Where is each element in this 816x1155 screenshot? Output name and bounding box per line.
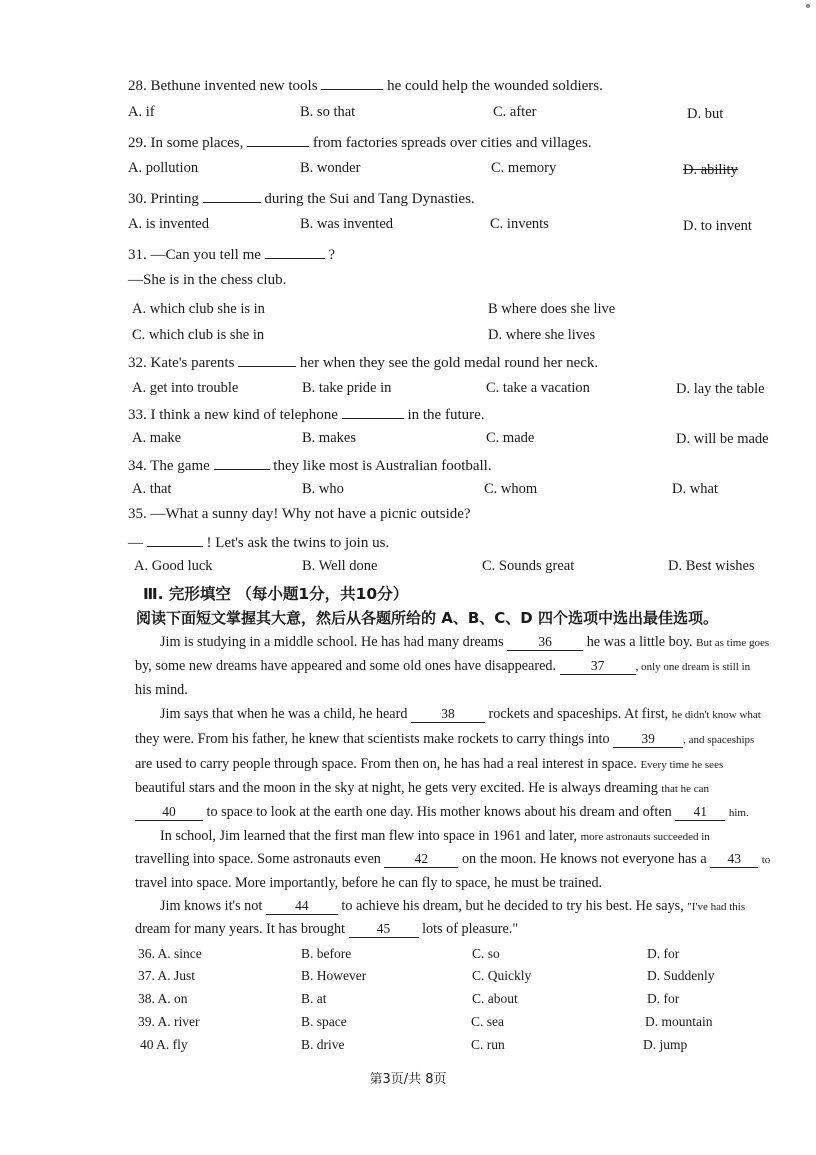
question-stem-end: from factories spreads over cities and villages. xyxy=(312,135,592,151)
text: they were. From his father, he knew that scientists make rockets to carry things into xyxy=(135,731,610,747)
reply-text: ! Let's ask the twins to join us. xyxy=(206,535,390,551)
option-a: A. is invented xyxy=(128,216,209,232)
option-a: A. that xyxy=(132,481,172,497)
option-a: A. pollution xyxy=(128,160,199,176)
question-31 xyxy=(128,244,335,264)
blank-40: 40 xyxy=(135,804,203,821)
question-stem: 33. I think a new kind of telephone xyxy=(128,407,338,423)
option-a: A. if xyxy=(128,104,155,120)
cloze-option-b: B. However xyxy=(301,968,367,983)
option-d: D. but xyxy=(687,106,724,122)
answer-blank xyxy=(238,352,296,367)
question-32 xyxy=(128,352,598,372)
cloze-option-b: B. before xyxy=(301,946,352,961)
text: rockets and spaceships. At first, xyxy=(488,706,669,722)
section-instruction: 阅读下面短文掌握其大意，然后从各题所给的 A、B、C、D 四个选项中选出最佳选项。 xyxy=(136,609,718,627)
blank-43: 43 xyxy=(710,851,758,868)
dialogue-reply: —She is in the chess club. xyxy=(128,272,287,288)
answer-blank xyxy=(214,455,270,470)
blank-38: 38 xyxy=(411,706,485,723)
cloze-option-c: C. Quickly xyxy=(472,968,532,983)
cloze-option-b: B. space xyxy=(301,1014,347,1029)
cloze-option-a: 37. A. Just xyxy=(138,968,196,983)
question-stem-end: they like most is Australian football. xyxy=(273,458,492,474)
scan-mark xyxy=(806,4,810,8)
question-29 xyxy=(128,132,592,152)
section-heading: Ⅲ. 完形填空 （每小题1分，共10分） xyxy=(143,585,409,603)
text: , only one dream is still in xyxy=(635,661,751,673)
cloze-option-d: D. jump xyxy=(643,1037,688,1052)
option-c: C. which club is she in xyxy=(132,327,265,343)
text: , and spaceships xyxy=(683,734,755,746)
text: Jim knows it's not xyxy=(160,898,263,914)
cloze-option-c: C. run xyxy=(471,1037,505,1052)
passage-line-9 xyxy=(160,828,710,845)
question-stem-end: ? xyxy=(328,247,336,263)
option-c: C. Sounds great xyxy=(482,558,575,574)
cloze-option-d: D. for xyxy=(647,991,680,1006)
blank-45: 45 xyxy=(349,921,419,938)
question-30 xyxy=(128,188,475,208)
blank-36: 36 xyxy=(507,634,583,651)
passage-line-3: his mind. xyxy=(135,682,188,698)
answer-blank xyxy=(321,75,383,90)
blank-39: 39 xyxy=(613,731,683,748)
option-a: A. get into trouble xyxy=(132,380,239,396)
text: to space to look at the earth one day. His mother knows about his dream and often xyxy=(206,804,672,820)
answer-blank xyxy=(265,244,325,259)
answer-blank xyxy=(247,132,309,147)
passage-line-7 xyxy=(135,780,709,797)
option-c: C. made xyxy=(486,430,535,446)
cloze-option-a: 40 A. fly xyxy=(140,1037,188,1052)
question-34 xyxy=(128,455,492,475)
answer-blank xyxy=(203,188,261,203)
text: by, some new dreams have appeared and some old ones have disappeared. xyxy=(135,658,557,674)
page-number: 第3页/共 8页 xyxy=(369,1072,447,1087)
question-stem: 29. In some places, xyxy=(128,135,244,151)
option-a: A. make xyxy=(132,430,182,446)
option-d: D. to invent xyxy=(683,218,752,234)
option-c: C. memory xyxy=(491,160,557,176)
option-b: B where does she live xyxy=(488,301,616,317)
question-28 xyxy=(128,75,603,95)
dialogue-reply xyxy=(128,532,389,552)
passage-line-11: travel into space. More importantly, before he can fly to space, he must be trained. xyxy=(135,875,603,891)
option-c: C. whom xyxy=(484,481,538,497)
passage-line-8 xyxy=(135,804,749,821)
option-b: B. take pride in xyxy=(302,380,392,396)
passage-line-13 xyxy=(135,921,518,938)
text: beautiful stars and the moon in the sky at night, he gets very excited. He is always dreaming xyxy=(135,780,658,796)
question-stem: 32. Kate's parents xyxy=(128,355,235,371)
text: travelling into space. Some astronauts even xyxy=(135,851,381,867)
option-b: B. was invented xyxy=(300,216,394,232)
cloze-option-a: 36. A. since xyxy=(138,946,202,961)
option-d: D. lay the table xyxy=(676,381,765,397)
text: that he can xyxy=(661,783,710,795)
blank-42: 42 xyxy=(384,851,458,868)
question-stem: 35. —What a sunny day! Why not have a picnic outside? xyxy=(128,506,471,522)
text: more astronauts succeeded in xyxy=(580,831,710,843)
cloze-option-b: B. at xyxy=(301,991,327,1006)
option-b: B. wonder xyxy=(300,160,361,176)
blank-44: 44 xyxy=(266,898,338,915)
text: he didn't know what xyxy=(671,709,761,721)
text: Jim is studying in a middle school. He has had many dreams xyxy=(160,634,504,650)
option-d: D. where she lives xyxy=(488,327,596,343)
option-d: D. will be made xyxy=(676,431,769,447)
text: he was a little boy. xyxy=(586,634,693,650)
option-a: A. which club she is in xyxy=(132,301,265,317)
text: But as time goes xyxy=(696,637,770,649)
text: Every time he sees xyxy=(640,759,724,771)
question-stem-end: during the Sui and Tang Dynasties. xyxy=(264,191,475,207)
passage-line-1 xyxy=(160,634,769,651)
question-35 xyxy=(128,506,471,523)
answer-blank xyxy=(147,532,203,547)
option-d: D. what xyxy=(672,481,718,497)
passage-line-10 xyxy=(135,851,770,868)
text: Jim says that when he was a child, he heard xyxy=(160,706,408,722)
text: on the moon. He knows not everyone has a xyxy=(461,851,707,867)
text: are used to carry people through space. From then on, he has had a real interest in space. xyxy=(135,756,637,772)
answer-blank xyxy=(342,404,404,419)
blank-41: 41 xyxy=(675,804,725,821)
question-stem-end: her when they see the gold medal round her neck. xyxy=(299,355,599,371)
passage-line-12 xyxy=(160,898,745,915)
passage-line-6 xyxy=(135,756,723,773)
text: dream for many years. It has brought xyxy=(135,921,345,937)
option-c: C. invents xyxy=(490,216,549,232)
cloze-option-d: D. for xyxy=(647,946,680,961)
option-c: C. after xyxy=(493,104,537,120)
text: to xyxy=(761,854,771,866)
question-33 xyxy=(128,404,485,424)
question-stem: 34. The game xyxy=(128,458,210,474)
cloze-option-a: 39. A. river xyxy=(138,1014,200,1029)
question-stem: 30. Printing xyxy=(128,191,199,207)
cloze-option-a: 38. A. on xyxy=(138,991,188,1006)
cloze-option-d: D. Suddenly xyxy=(647,968,715,983)
question-stem: 28. Bethune invented new tools xyxy=(128,78,318,94)
cloze-option-d: D. mountain xyxy=(645,1014,713,1029)
option-b: B. makes xyxy=(302,430,356,446)
text: In school, Jim learned that the first man flew into space in 1961 and later, xyxy=(160,828,578,844)
text: lots of pleasure." xyxy=(422,921,519,937)
option-a: A. Good luck xyxy=(134,558,213,574)
question-stem: 31. —Can you tell me xyxy=(128,247,261,263)
passage-line-2 xyxy=(135,658,750,675)
option-d: D. Best wishes xyxy=(668,558,755,574)
option-b: B. so that xyxy=(300,104,356,120)
cloze-option-c: C. about xyxy=(472,991,518,1006)
option-c: C. take a vacation xyxy=(486,380,590,396)
text: "I've had this xyxy=(687,901,746,913)
cloze-option-c: C. so xyxy=(472,946,500,961)
text: him. xyxy=(728,807,749,819)
question-stem-end: he could help the wounded soldiers. xyxy=(387,78,603,94)
cloze-option-b: B. drive xyxy=(301,1037,345,1052)
blank-37: 37 xyxy=(560,658,636,675)
cloze-option-c: C. sea xyxy=(471,1014,504,1029)
option-b: B. who xyxy=(302,481,344,497)
option-d-crossed: D. ability xyxy=(683,162,738,178)
passage-line-4 xyxy=(160,706,761,723)
text: to achieve his dream, but he decided to try his best. He says, xyxy=(341,898,688,914)
passage-line-5 xyxy=(135,731,754,748)
option-b: B. Well done xyxy=(302,558,378,574)
question-stem-end: in the future. xyxy=(407,407,485,423)
dash: — xyxy=(128,535,143,551)
